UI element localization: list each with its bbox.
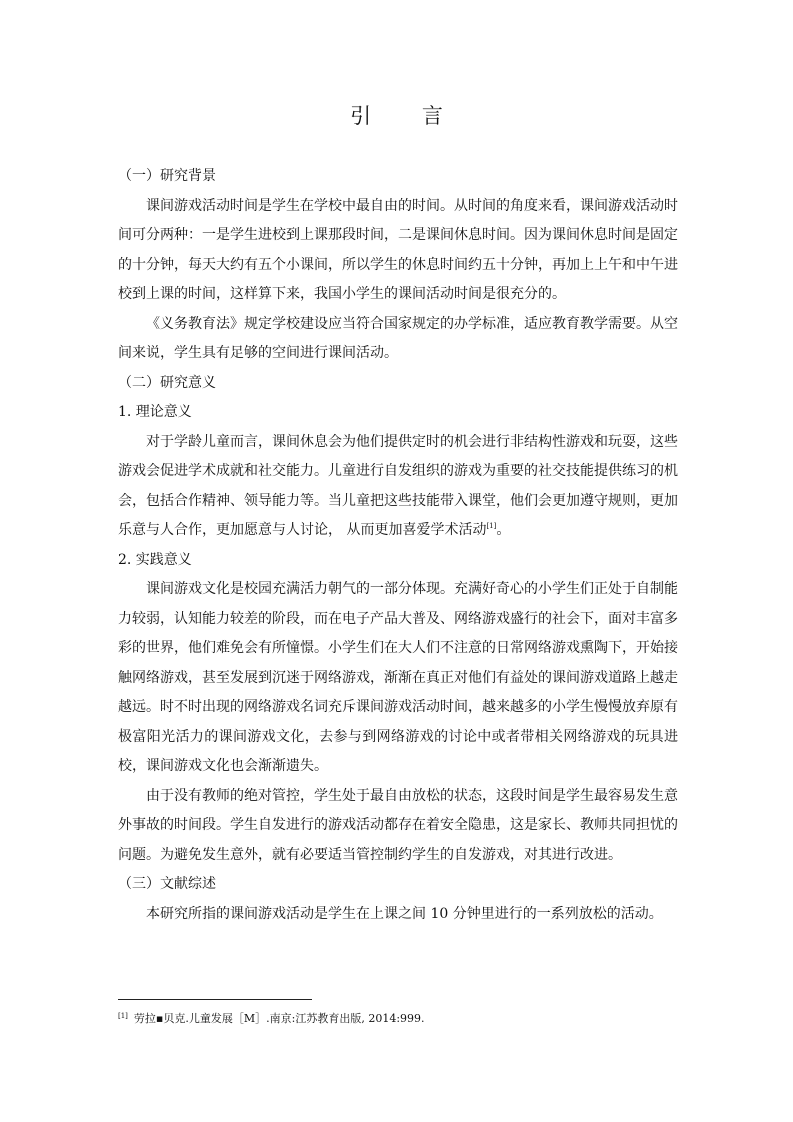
paragraph-background-time: 课间游戏活动时间是学生在学校中最自由的时间。从时间的角度来看，课间游戏活动时间可分两种：一是学生进校到上课那段时间，二是课间休息时间。因为课间休息时间是固定的十分钟，每天大约有五个小课间，所以学生的休息时间约五十分钟，再加上上午和中午进校到上课的时间，这样算下来，我国小学生的课间活动时间是很充分的。 (118, 197, 678, 302)
footnote (118, 1011, 678, 1027)
subheading-theoretical: 1. 理论意义 (118, 404, 192, 420)
footnote-reference[interactable]: [1] (486, 522, 497, 530)
footnote-divider (118, 999, 312, 1000)
section-heading-significance: （二）研究意义 (118, 374, 216, 391)
footnote-marker: [1] (118, 1012, 128, 1020)
paragraph-background-space: 《义务教育法》规定学校建设应当符合国家规定的办学标准，适应教育教学需要。从空间来说，学生具有足够的空间进行课间活动。 (118, 315, 678, 361)
paragraph-theoretical-text: 对于学龄儿童而言，课间休息会为他们提供定时的机会进行非结构性游戏和玩耍，这些游戏会促进学术成就和社交能力。儿童进行自发组织的游戏为重要的社交技能提供练习的机会，包括合作精神、领导能力等。当儿童把这些技能带入课堂，他们会更加遵守规则，更加乐意与人合作，更加愿意与人讨论， 从而更加喜爱学术活动 (118, 433, 678, 538)
paragraph-practical-safety: 由于没有教师的绝对管控，学生处于最自由放松的状态，这段时间是学生最容易发生意外事故的时间段。学生自发进行的游戏活动都存在着安全隐患，这是家长、教师共同担忧的问题。为避免发生意外，就有必要适当管控制约学生的自发游戏，对其进行改进。 (118, 787, 678, 863)
footnote-text: 劳拉▪贝克.儿童发展［M］.南京:江苏教育出版, 2014:999. (133, 1012, 425, 1025)
section-heading-background: （一）研究背景 (118, 168, 216, 184)
paragraph-literature: 本研究所指的课间游戏活动是学生在上课之间 10 分钟里进行的一系列放松的活动。 (146, 905, 663, 922)
page-title: 引 言 (350, 104, 465, 128)
body-content (118, 162, 678, 929)
paragraph-theoretical-end: 。 (496, 522, 511, 538)
paragraph-theoretical (118, 428, 678, 546)
section-heading-literature: （三）文献综述 (118, 876, 216, 892)
subheading-practical: 2. 实践意义 (118, 551, 192, 568)
paragraph-practical-culture: 课间游戏文化是校园充满活力朝气的一部分体现。充满好奇心的小学生们正处于自制能力较弱，认知能力较差的阶段，而在电子产品大普及、网络游戏盛行的社会下，面对丰富多彩的世界，他们难免会有所憧憬。小学生们在大人们不注意的日常网络游戏熏陶下，开始接触网络游戏，甚至发展到沉迷于网络游戏，渐渐在真正对他们有益处的课间游戏道路上越走越远。时不时出现的网络游戏名词充斥课间游戏活动时间，越来越多的小学生慢慢放弃原有极富阳光活力的课间游戏文化，去参与到网络游戏的讨论中或者带相关网络游戏的玩具进校，课间游戏文化也会渐渐遗失。 (118, 581, 678, 774)
